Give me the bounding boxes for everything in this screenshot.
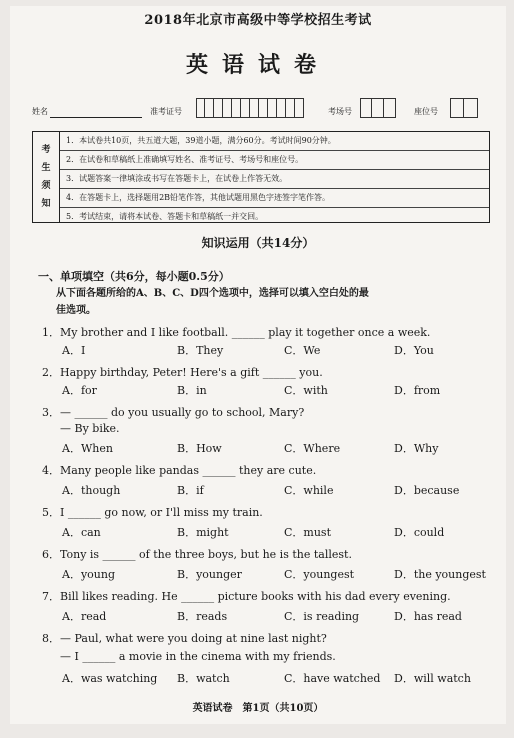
question-stem: 7．Bill likes reading. He ______ picture books with his dad every evening.: [42, 590, 451, 603]
option-a[interactable]: A．was watching: [62, 672, 158, 685]
section-title: 知识运用（共14分）: [201, 236, 315, 250]
question-stem: 4．Many people like pandas ______ they are cute.: [42, 464, 317, 477]
notice-item: 2．在试卷和草稿纸上准确填写姓名、准考证号、考场号和座位号。: [60, 151, 489, 170]
question-dialog: — I ______ a movie in the cinema with my friends.: [60, 650, 336, 663]
question-options: [62, 524, 492, 540]
seat-number-boxes[interactable]: [450, 98, 478, 118]
question-options: [62, 440, 492, 456]
option-c[interactable]: C．is reading: [284, 610, 360, 623]
option-c[interactable]: C．Where: [284, 442, 341, 455]
part-one-header: [38, 268, 498, 319]
candidate-notice-box: [32, 131, 490, 223]
option-c[interactable]: C．have watched: [284, 672, 381, 685]
option-d[interactable]: D．will watch: [394, 672, 471, 685]
notice-items: [60, 132, 489, 226]
question-options: [62, 670, 492, 686]
exam-number-boxes[interactable]: [196, 98, 304, 118]
part-one-instruction: 从下面各题所给的A、B、C、D四个选项中，选择可以填入空白处的最: [56, 288, 369, 299]
option-a[interactable]: A．read: [62, 610, 107, 623]
question-options: [62, 482, 492, 498]
question-options: [62, 382, 492, 398]
question-stem: 2．Happy birthday, Peter! Here's a gift ______ you.: [42, 366, 323, 379]
seat-number-label: 座位号: [414, 107, 438, 116]
option-a[interactable]: A．though: [62, 484, 121, 497]
part-one-title: 一、单项填空（共6分，每小题0.5分）: [38, 270, 230, 283]
option-c[interactable]: C．must: [284, 526, 331, 539]
option-d[interactable]: D．the youngest: [394, 568, 486, 581]
option-c[interactable]: C．We: [284, 344, 321, 357]
option-a[interactable]: A．for: [62, 384, 97, 397]
option-d[interactable]: D．has read: [394, 610, 462, 623]
notice-label: 考 生 须 知: [33, 132, 60, 222]
option-b[interactable]: B．How: [177, 442, 222, 455]
option-c[interactable]: C．youngest: [284, 568, 355, 581]
option-d[interactable]: D．from: [394, 384, 441, 397]
name-label: 姓名: [32, 107, 48, 116]
option-b[interactable]: B．They: [177, 344, 224, 357]
option-b[interactable]: B．might: [177, 526, 229, 539]
exam-title: 2018年北京市高级中等学校招生考试: [144, 13, 372, 28]
room-number-label: 考场号: [328, 107, 352, 116]
option-b[interactable]: B．younger: [177, 568, 242, 581]
option-d[interactable]: D．could: [394, 526, 445, 539]
option-d[interactable]: D．Why: [394, 442, 439, 455]
page-footer: 英语试卷 第1页（共10页）: [192, 703, 324, 714]
question-options: [62, 608, 492, 624]
part-one-instruction-cont: 佳选项。: [56, 305, 96, 316]
name-field[interactable]: [50, 117, 142, 118]
option-d[interactable]: D．You: [394, 344, 434, 357]
option-a[interactable]: A．I: [62, 344, 86, 357]
notice-item: 5．考试结束，请将本试卷、答题卡和草稿纸一并交回。: [66, 212, 264, 221]
notice-item: 4．在答题卡上，选择题用2B铅笔作答，其他试题用黑色字迹签字笔作答。: [60, 189, 489, 208]
question-stem: 5．I ______ go now, or I'll miss my train.: [42, 506, 263, 519]
question-stem: 6．Tony is ______ of the three boys, but he is the tallest.: [42, 548, 352, 561]
option-a[interactable]: A．can: [62, 526, 101, 539]
option-b[interactable]: B．if: [177, 484, 204, 497]
question-stem: 3．— ______ do you usually go to school, Mary?: [42, 406, 305, 419]
option-a[interactable]: A．young: [62, 568, 115, 581]
notice-item: 3．试题答案一律填涂或书写在答题卡上，在试卷上作答无效。: [60, 170, 489, 189]
notice-item: 1．本试卷共10页，共五道大题，39道小题，满分60分。考试时间90分钟。: [60, 132, 489, 151]
subject-title: 英语试卷: [185, 52, 330, 78]
option-d[interactable]: D．because: [394, 484, 460, 497]
option-b[interactable]: B．watch: [177, 672, 230, 685]
option-c[interactable]: C．while: [284, 484, 334, 497]
question-options: [62, 566, 492, 582]
option-b[interactable]: B．in: [177, 384, 207, 397]
exam-page: [10, 6, 506, 724]
question-stem: 1．My brother and I like football. ______ play it together once a week.: [42, 326, 431, 339]
option-c[interactable]: C．with: [284, 384, 328, 397]
question-dialog: — By bike.: [60, 422, 120, 435]
option-a[interactable]: A．When: [62, 442, 113, 455]
question-stem: 8．— Paul, what were you doing at nine last night?: [42, 632, 327, 645]
candidate-info-row: [32, 98, 492, 120]
option-b[interactable]: B．reads: [177, 610, 228, 623]
exam-number-label: 准考证号: [150, 107, 182, 116]
question-options: [62, 342, 492, 358]
room-number-boxes[interactable]: [360, 98, 396, 118]
